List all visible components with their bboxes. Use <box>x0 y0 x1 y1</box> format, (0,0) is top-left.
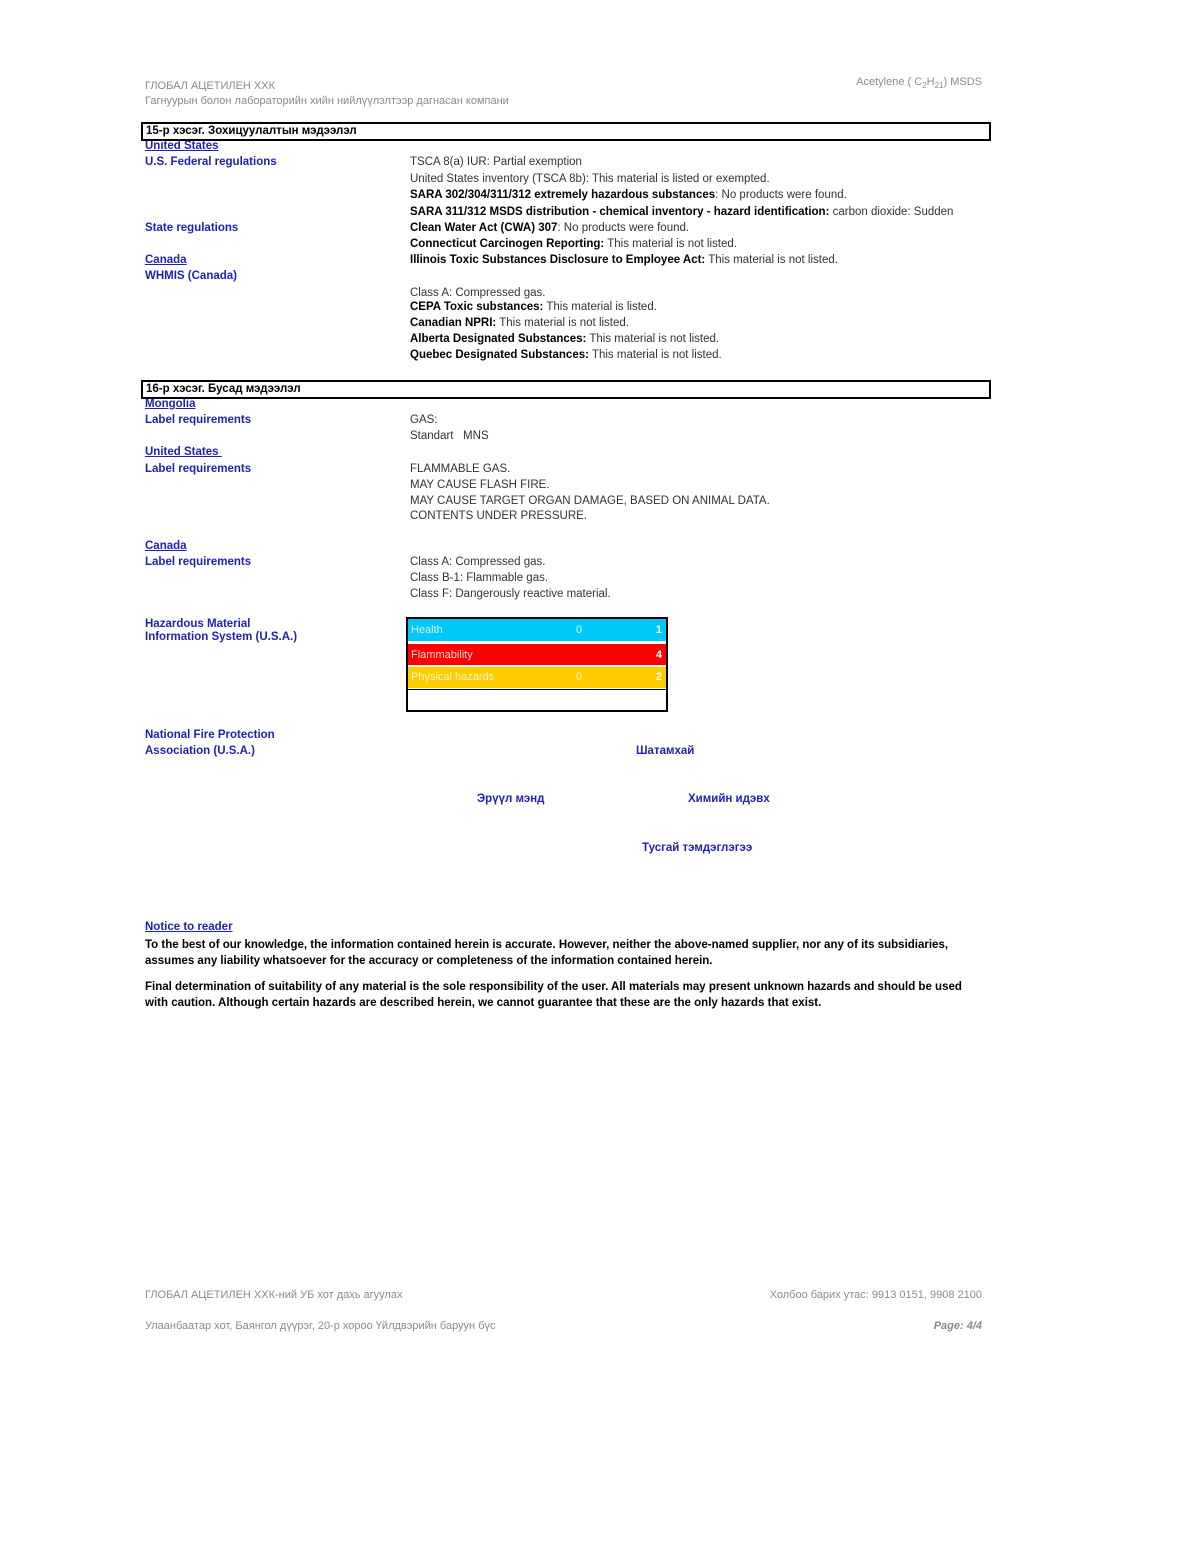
canada-label-requirements: Label requirements <box>145 556 252 568</box>
notice-to-reader-link[interactable]: Notice to reader <box>145 921 233 933</box>
us-line-2: MAY CAUSE FLASH FIRE. <box>410 479 550 491</box>
hmis-health-row <box>408 619 666 641</box>
cwa-text: Clean Water Act (CWA) 307: No products were found. <box>410 222 690 234</box>
hmis-health-value: 1 <box>655 624 662 636</box>
npri-text: Canadian NPRI: This material is not listed. <box>410 317 629 329</box>
canada-line-2: Class B-1: Flammable gas. <box>410 572 549 584</box>
hmis-physical-label: Physical hazards <box>411 671 495 683</box>
us-line-3: MAY CAUSE TARGET ORGAN DAMAGE, BASED ON ANIMAL DATA. <box>410 495 770 507</box>
cepa-text: CEPA Toxic substances: This material is listed. <box>410 301 657 313</box>
section-16-header: 16-р хэсэг. Бусад мэдээлэл <box>141 380 991 399</box>
hmis-health-label: Health <box>411 624 443 636</box>
footer-contact: Холбоо барих утас: 9913 0151, 9908 2100 <box>769 1289 982 1301</box>
mongolia-link[interactable]: Mongolia <box>145 398 196 410</box>
canada-line-1: Class A: Compressed gas. <box>410 556 546 568</box>
canada-line-3: Class F: Dangerously reactive material. <box>410 588 611 600</box>
hmis-label-line-2: Information System (U.S.A.) <box>145 631 298 643</box>
tsca-text: TSCA 8(a) IUR: Partial exemption <box>410 156 582 168</box>
nfpa-label-line-1: National Fire Protection <box>145 729 275 741</box>
inventory-text: United States inventory (TSCA 8b): This material is listed or exempted. <box>410 173 770 185</box>
hmis-physical-mid: 0 <box>576 671 583 683</box>
whmis-label: WHMIS (Canada) <box>145 270 237 282</box>
us-line-1: FLAMMABLE GAS. <box>410 463 511 475</box>
hmis-table <box>406 617 668 712</box>
federal-regulations-label: U.S. Federal regulations <box>145 156 277 168</box>
united-states-link[interactable]: United States <box>145 140 219 152</box>
company-name: ГЛОБАЛ АЦЕТИЛЕН ХХК <box>145 80 276 92</box>
hmis-flammability-label: Flammability <box>411 649 473 661</box>
hmis-health-mid: 0 <box>576 624 583 636</box>
notice-paragraph-2: Final determination of suitability of any material is the sole responsibility of the user. All materials may present unknown hazards and should be used with caution. Although certain hazards are described herein, we cannot guarantee that these are the only hazards that exist. <box>145 981 962 1009</box>
alberta-text: Alberta Designated Substances: This material is not listed. <box>410 333 720 345</box>
nfpa-special-label: Тусгай тэмдэглэгээ <box>642 842 753 854</box>
us-label-requirements: Label requirements <box>145 463 252 475</box>
us-line-4: CONTENTS UNDER PRESSURE. <box>410 510 587 522</box>
hmis-divider <box>408 689 666 690</box>
canada-link[interactable]: Canada <box>145 254 187 266</box>
nfpa-flammability-label: Шатамхай <box>636 745 695 757</box>
connecticut-text: Connecticut Carcinogen Reporting: This material is not listed. <box>410 238 737 250</box>
footer-warehouse: ГЛОБАЛ АЦЕТИЛЕН ХХК-ний УБ хот дахь агуулах <box>145 1289 403 1301</box>
sara-311-text: SARA 311/312 MSDS distribution - chemical inventory - hazard identification: carbon dioxide: Sudden <box>410 206 954 218</box>
hmis-flammability-value: 4 <box>655 649 662 661</box>
page-number: Page: 4/4 <box>933 1320 982 1332</box>
united-states-link-2[interactable]: United States <box>145 446 222 458</box>
hmis-physical-value: 2 <box>655 671 662 683</box>
nfpa-label-line-2: Association (U.S.A.) <box>145 745 255 757</box>
document-title: Acetylene ( $C_2H_{21}$) MSDS <box>856 76 982 91</box>
nfpa-reactivity-label: Химийн идэвх <box>688 793 770 805</box>
mongolia-label-requirements: Label requirements <box>145 414 252 426</box>
illinois-text: Illinois Toxic Substances Disclosure to Employee Act: This material is not listed. <box>410 254 838 266</box>
canada-link-2[interactable]: Canada <box>145 540 187 552</box>
company-subtitle: Гагнуурын болон лабораторийн хийн нийлүүлэлтээр дагнасан компани <box>145 95 509 107</box>
class-a-text: Class A: Compressed gas. <box>410 287 546 299</box>
nfpa-health-label: Эрүүл мэнд <box>477 793 545 805</box>
mongolia-line-1: GAS: <box>410 414 438 426</box>
notice-paragraph-1: To the best of our knowledge, the information contained herein is accurate. However, neither the above-named supplier, nor any of its subsidiaries, assumes any liability whatsoever for the accuracy or completeness of the information contained herein. <box>145 939 949 967</box>
footer-address: Улаанбаатар хот, Баянгол дүүрэг, 20-р хороо Үйлдвэрийн баруун бүс <box>145 1320 496 1332</box>
sara-302-text: SARA 302/304/311/312 extremely hazardous substances: No products were found. <box>410 189 847 201</box>
hmis-flammability-row <box>408 644 666 665</box>
mongolia-line-2: Standart MNS <box>410 430 489 442</box>
section-15-header: 15-р хэсэг. Зохицуулалтын мэдээлэл <box>141 122 991 141</box>
quebec-text: Quebec Designated Substances: This material is not listed. <box>410 349 722 361</box>
hmis-label-line-1: Hazardous Material <box>145 618 251 630</box>
state-regulations-label: State regulations <box>145 222 239 234</box>
hmis-physical-row <box>408 667 666 688</box>
